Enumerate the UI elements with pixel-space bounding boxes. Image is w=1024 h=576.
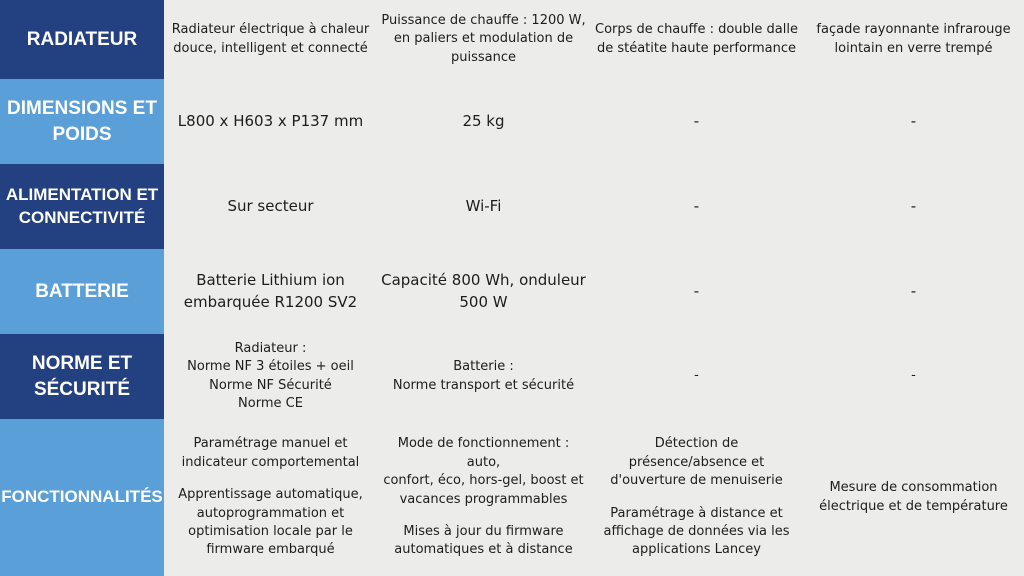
table-cell: 25 kg [462, 111, 505, 130]
table-cell [164, 419, 377, 576]
row-header-batterie: BATTERIE [0, 249, 164, 334]
table-cell: Capacité 800 Wh, onduleur 500 W [381, 270, 586, 311]
table-cell: - [693, 196, 700, 215]
table-cell: Batterie : Norme transport et sécurité [392, 359, 575, 393]
table-cell: Puissance de chauffe : 1200 W, en paliers et modulation de puissance [381, 13, 586, 65]
cell-paragraph: Paramétrage à distance et affichage de données via les applications Lancey [603, 505, 790, 558]
table-cell: Radiateur électrique à chaleur douce, intelligent et connecté [171, 22, 370, 56]
cell-paragraph: Mesure de consommation électrique et de température [819, 480, 1008, 514]
row-header-dimensions: DIMENSIONS ET POIDS [0, 79, 164, 164]
cell-paragraph: Paramétrage manuel et indicateur comportemental [181, 436, 360, 470]
table-cell: - [911, 368, 916, 384]
table-cell: - [910, 196, 917, 215]
cell-paragraph: Mises à jour du firmware automatiques et à distance [394, 523, 573, 558]
table-cell [590, 419, 803, 576]
row-header-fonctionnalites: FONCTIONNALITÉS [0, 419, 164, 576]
table-cell: - [910, 111, 917, 130]
cell-paragraph: Mode de fonctionnement : auto, confort, éco, hors-gel, boost et vacances programmables [383, 436, 584, 507]
table-cell: - [693, 111, 700, 130]
cell-paragraph: Apprentissage automatique, autoprogrammation et optimisation locale par le firmware embarqué [178, 487, 363, 558]
table-cell: Batterie Lithium ion embarquée R1200 SV2 [183, 270, 358, 311]
table-cell [377, 419, 590, 576]
table-cell: - [910, 281, 917, 300]
table-cell: Wi-Fi [465, 196, 502, 215]
table-cell: - [693, 281, 700, 300]
table-cell: façade rayonnante infrarouge lointain en verre trempé [816, 22, 1011, 56]
table-cell: Radiateur : Norme NF 3 étoiles + oeil Norme NF Sécurité Norme CE [187, 341, 354, 411]
table-cell: - [694, 368, 699, 384]
row-header-alimentation: ALIMENTATION ET CONNECTIVITÉ [0, 164, 164, 249]
table-cell: L800 x H603 x P137 mm [177, 111, 364, 130]
table-cell: Sur secteur [227, 196, 314, 215]
table-cell: Corps de chauffe : double dalle de stéatite haute performance [595, 22, 798, 56]
cell-paragraph: Détection de présence/absence et d'ouverture de menuiserie [610, 436, 783, 489]
row-header-norme: NORME ET SÉCURITÉ [0, 334, 164, 419]
row-header-radiateur: RADIATEUR [0, 0, 164, 79]
table-cell [803, 419, 1024, 576]
